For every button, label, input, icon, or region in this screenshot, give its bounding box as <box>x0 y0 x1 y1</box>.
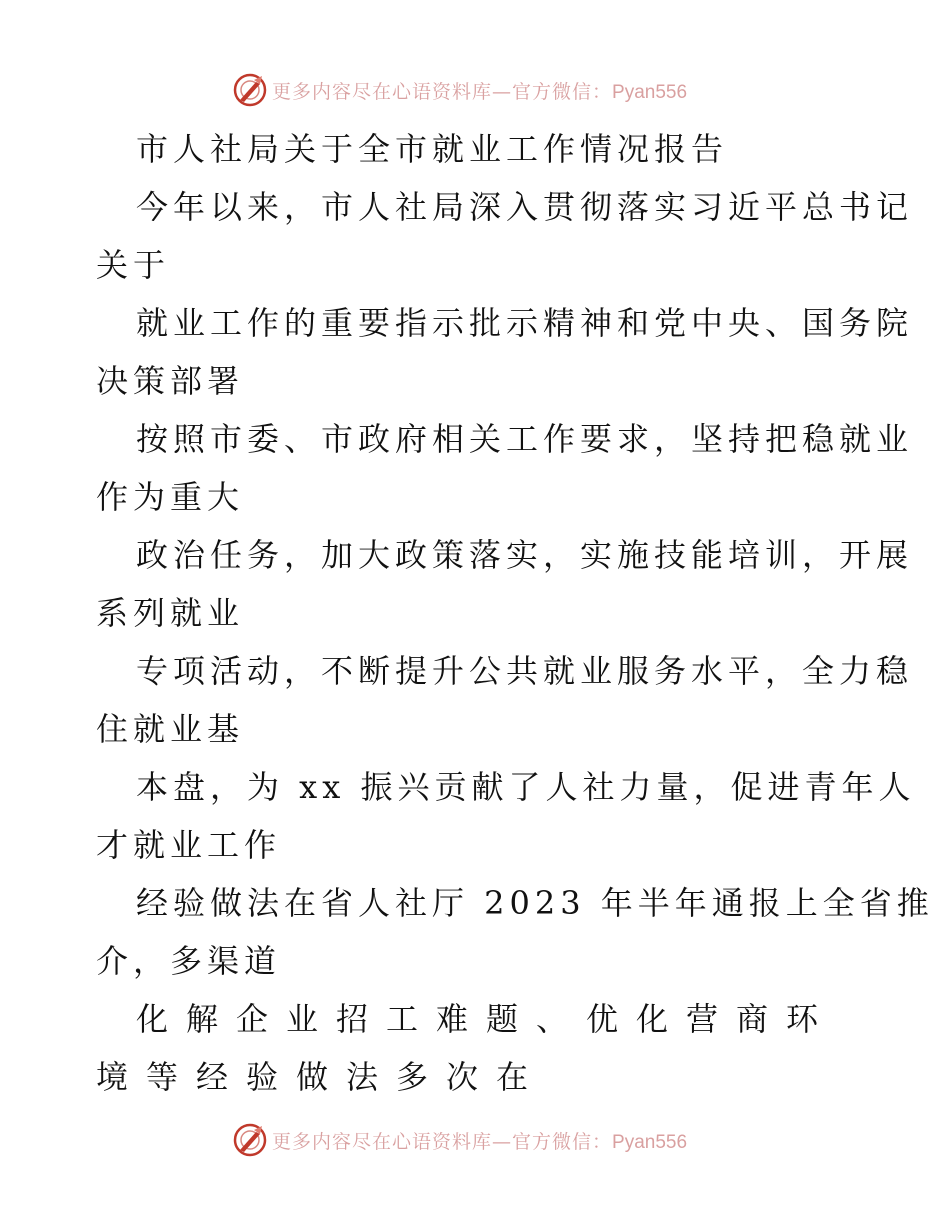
brand-logo-icon <box>232 72 268 108</box>
text-line: 决策部署 <box>96 362 245 400</box>
document-body <box>96 120 934 1106</box>
brand-logo-icon <box>232 1122 268 1158</box>
watermark-footer <box>232 1122 687 1158</box>
watermark-header <box>232 72 687 108</box>
text-line: 关于 <box>96 246 171 284</box>
text-line: 政治任务，加大政策落实，实施技能培训，开展 <box>136 536 914 574</box>
text-line: 系列就业 <box>96 594 245 632</box>
text-line: 作为重大 <box>96 478 245 516</box>
text-line: 化解企业招工难题、优化营商环 <box>136 1000 837 1038</box>
text-line: 介，多渠道 <box>96 942 282 980</box>
watermark-label: 更多内容尽在心语资料库—官方微信： <box>272 1130 613 1153</box>
text-line: 经验做法在省人社厅 2023 年半年通报上全省推 <box>136 884 934 922</box>
watermark-handle: Pyan556 <box>612 81 688 103</box>
watermark-text <box>272 77 687 104</box>
text-line: 住就业基 <box>96 710 245 748</box>
text-line: 专项活动，不断提升公共就业服务水平，全力稳 <box>136 652 914 690</box>
text-line: 按照市委、市政府相关工作要求，坚持把稳就业 <box>136 420 914 458</box>
watermark-handle: Pyan556 <box>612 1131 688 1153</box>
text-line: 才就业工作 <box>96 826 282 864</box>
document-title: 市人社局关于全市就业工作情况报告 <box>136 130 729 168</box>
text-line: 今年以来，市人社局深入贯彻落实习近平总书记 <box>136 188 914 226</box>
text-line: 境等经验做法多次在 <box>96 1058 547 1096</box>
text-line: 就业工作的重要指示批示精神和党中央、国务院 <box>136 304 914 342</box>
watermark-text <box>272 1127 687 1154</box>
watermark-label: 更多内容尽在心语资料库—官方微信： <box>272 80 613 103</box>
text-line: 本盘，为 xx 振兴贡献了人社力量，促进青年人 <box>136 768 916 806</box>
